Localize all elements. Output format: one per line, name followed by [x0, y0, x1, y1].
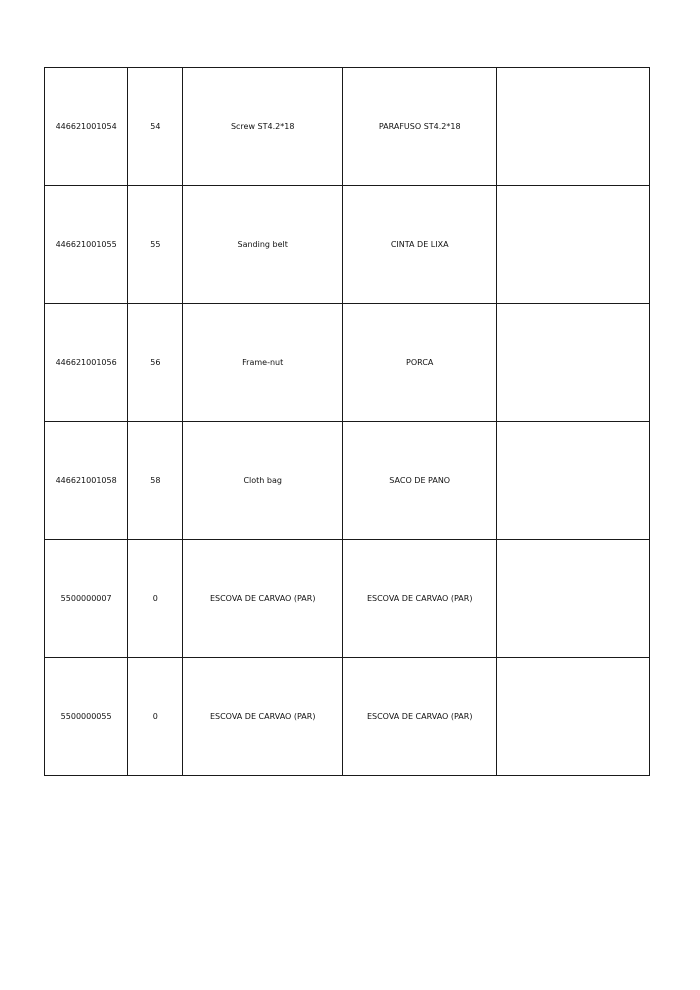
description-en-cell: Sanding belt: [183, 186, 343, 304]
part-code-cell: 446621001058: [45, 422, 128, 540]
part-code-cell: 446621001055: [45, 186, 128, 304]
parts-table: [44, 67, 650, 776]
position-cell: 55: [128, 186, 183, 304]
description-en-cell: Frame-nut: [183, 304, 343, 422]
description-pt-cell: PARAFUSO ST4.2*18: [342, 68, 497, 186]
table-row: [45, 304, 650, 422]
table-row: [45, 186, 650, 304]
extra-cell: [497, 422, 650, 540]
description-pt-cell: ESCOVA DE CARVAO (PAR): [342, 658, 497, 776]
description-pt-cell: SACO DE PANO: [342, 422, 497, 540]
part-code-cell: 446621001056: [45, 304, 128, 422]
extra-cell: [497, 658, 650, 776]
extra-cell: [497, 540, 650, 658]
position-cell: 56: [128, 304, 183, 422]
part-code-cell: 5500000007: [45, 540, 128, 658]
table-row: [45, 422, 650, 540]
table-row: [45, 68, 650, 186]
table-row: [45, 658, 650, 776]
description-en-cell: ESCOVA DE CARVAO (PAR): [183, 658, 343, 776]
extra-cell: [497, 68, 650, 186]
position-cell: 0: [128, 540, 183, 658]
parts-table-body: [45, 68, 650, 776]
part-code-cell: 446621001054: [45, 68, 128, 186]
position-cell: 0: [128, 658, 183, 776]
description-pt-cell: CINTA DE LIXA: [342, 186, 497, 304]
extra-cell: [497, 186, 650, 304]
position-cell: 54: [128, 68, 183, 186]
description-pt-cell: ESCOVA DE CARVAO (PAR): [342, 540, 497, 658]
description-en-cell: Screw ST4.2*18: [183, 68, 343, 186]
extra-cell: [497, 304, 650, 422]
position-cell: 58: [128, 422, 183, 540]
description-pt-cell: PORCA: [342, 304, 497, 422]
description-en-cell: ESCOVA DE CARVAO (PAR): [183, 540, 343, 658]
part-code-cell: 5500000055: [45, 658, 128, 776]
table-row: [45, 540, 650, 658]
description-en-cell: Cloth bag: [183, 422, 343, 540]
